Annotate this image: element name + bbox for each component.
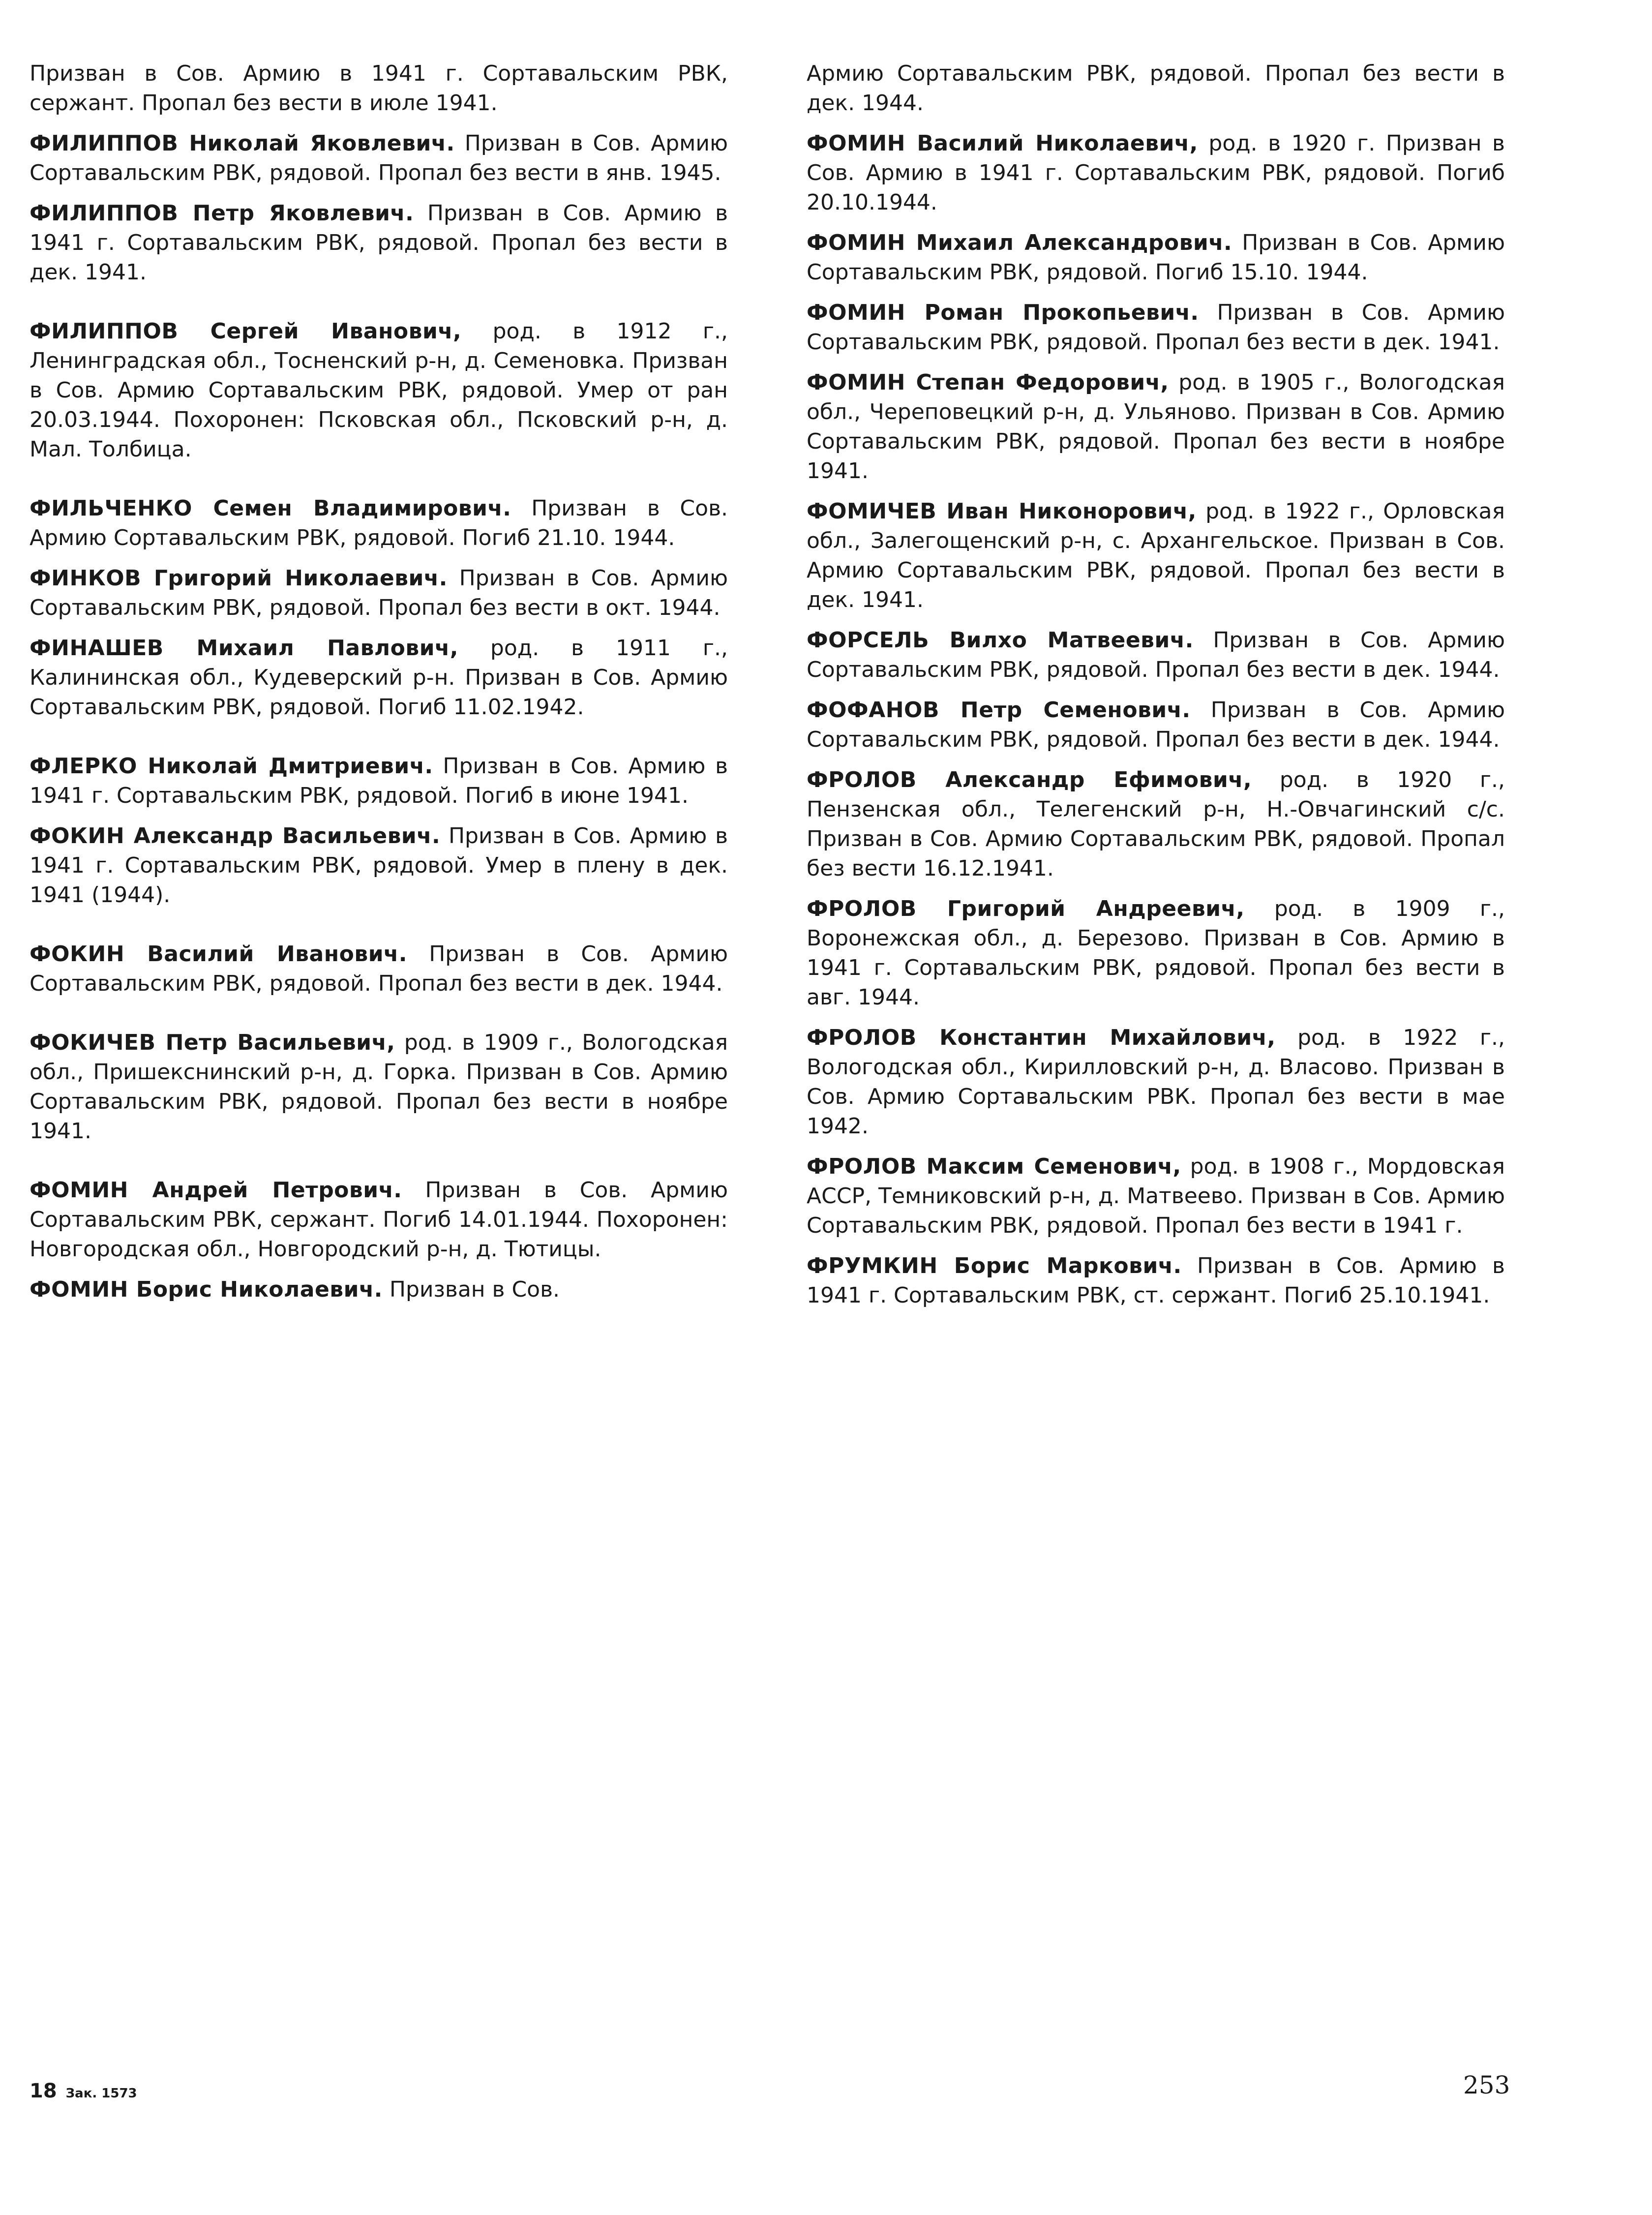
entry-name: ФРУМКИН Борис Маркович.: [807, 1253, 1182, 1278]
entry-name: ФОРСЕЛЬ Вилхо Матвеевич.: [807, 628, 1194, 653]
entry: [30, 821, 728, 910]
entry-text: Призван в Сов. Армию Сортавальским РВК, рядовой. Пропал без вести в дек. 1944.: [807, 698, 1505, 752]
entry-name: ФИЛИППОВ Николай Яковлевич.: [30, 131, 455, 156]
entry: [30, 1275, 728, 1305]
entry-text: род. в 1905 г., Вологодская обл., Череповецкий р-н, д. Ульяново. Призван в Сов. Армию Сортавальским РВК, рядовой. Пропал без вести в ноябре 1941.: [807, 370, 1505, 484]
entry: [30, 494, 728, 553]
entry-name: ФИНАШЕВ Михаил Павлович,: [30, 636, 458, 661]
entry: [807, 298, 1505, 357]
entry: [807, 626, 1505, 685]
entry: [807, 1152, 1505, 1241]
signature-number: 18: [30, 2080, 57, 2102]
entry-name: ФОМИН Роман Прокопьевич.: [807, 300, 1199, 325]
entry-name: ФОКИН Александр Васильевич.: [30, 823, 441, 849]
entry: [30, 1028, 728, 1146]
left-column: [30, 59, 728, 1315]
entry-text: Призван в Сов. Армию Сортавальским РВК, сержант. Погиб 14.01.1944. Похоронен: Новгородская обл., Новгородский р-н, д. Тютицы.: [30, 1178, 728, 1262]
entry-text: Призван в Сов. Армию в 1941 г. Сортавальским РВК, ст. сержант. Погиб 25.10.1941.: [807, 1253, 1505, 1308]
entry: [30, 752, 728, 811]
entry-name: ФРОЛОВ Максим Семенович,: [807, 1154, 1181, 1179]
entry: [807, 368, 1505, 486]
entry-text: род. в 1909 г., Вологодская обл., Пришекснинский р-н, д. Горка. Призван в Сов. Армию Сортавальским РВК, рядовой. Пропал без вести в ноябре 1941.: [30, 1030, 728, 1144]
entry-text: род. в 1911 г., Калининская обл., Кудеверский р-н. Призван в Сов. Армию Сортавальским РВК, рядовой. Погиб 11.02.1942.: [30, 636, 728, 720]
entry-text: Призван в Сов.: [382, 1277, 560, 1302]
entry-name: ФИНКОВ Григорий Николаевич.: [30, 566, 448, 591]
entry: [30, 940, 728, 999]
entry-name: ФОМИН Степан Федорович,: [807, 370, 1169, 395]
entry-text: род. в 1912 г., Ленинградская обл., Тосненский р-н, д. Семеновка. Призван в Сов. Армию Сортавальским РВК, рядовой. Умер от ран 20.03.1944. Похоронен: Псковская обл., Псковский р-н, д. Мал. Толбица.: [30, 319, 728, 462]
entry-name: ФОКИН Василий Иванович.: [30, 941, 407, 967]
entry-text: Призван в Сов. Армию Сортавальским РВК, рядовой. Пропал без вести в янв. 1945.: [30, 131, 728, 185]
entry: [30, 634, 728, 722]
entry: [30, 1176, 728, 1264]
entry-text: Армию Сортавальским РВК, рядовой. Пропал без вести в дек. 1944.: [807, 61, 1505, 116]
entry-text: Призван в Сов. Армию в 1941 г. Сортавальским РВК, рядовой. Пропал без вести в дек. 1941.: [30, 201, 728, 285]
entry: [30, 59, 728, 118]
entry: [807, 1023, 1505, 1141]
entry-name: ФОМИН Борис Николаевич.: [30, 1277, 383, 1302]
entry-name: ФРОЛОВ Александр Ефимович,: [807, 767, 1252, 792]
entry-name: ФОМИН Михаил Александрович.: [807, 230, 1232, 255]
entry-name: ФОМИН Андрей Петрович.: [30, 1178, 402, 1203]
entry: [30, 317, 728, 464]
entry-text: Призван в Сов. Армию Сортавальским РВК, рядовой. Погиб 15.10. 1944.: [807, 230, 1505, 285]
entry: [807, 59, 1505, 118]
entry-text: Призван в Сов. Армию Сортавальским РВК, рядовой. Погиб 21.10. 1944.: [30, 496, 728, 550]
order-label: Зак. 1573: [65, 2086, 137, 2101]
entry-name: ФОКИЧЕВ Петр Васильевич,: [30, 1030, 395, 1055]
entry-text: Призван в Сов. Армию в 1941 г. Сортавальским РВК, сержант. Пропал без вести в июле 1941.: [30, 61, 728, 116]
entry-text: род. в 1920 г., Пензенская обл., Телегенский р-н, Н.-Овчагинский с/с. Призван в Сов. Армию Сортавальским РВК, рядовой. Пропал без вести 16.12.1941.: [807, 767, 1505, 881]
page-number: 253: [1463, 2071, 1510, 2099]
entry: [30, 199, 728, 287]
entry-text: род. в 1920 г. Призван в Сов. Армию в 1941 г. Сортавальским РВК, рядовой. Погиб 20.10.1944.: [807, 131, 1505, 215]
entry-name: ФИЛЬЧЕНКО Семен Владимирович.: [30, 496, 511, 521]
entry-name: ФИЛИППОВ Петр Яковлевич.: [30, 201, 414, 226]
entry: [807, 894, 1505, 1012]
entry-name: ФИЛИППОВ Сергей Иванович,: [30, 319, 462, 344]
signature-mark: [30, 2080, 137, 2102]
entry: [807, 497, 1505, 615]
entry-name: ФОФАНОВ Петр Семенович.: [807, 698, 1191, 723]
entry: [807, 228, 1505, 287]
entry-text: Призван в Сов. Армию Сортавальским РВК, рядовой. Пропал без вести в окт. 1944.: [30, 566, 728, 620]
entry: [807, 696, 1505, 755]
entry: [807, 1251, 1505, 1310]
entry-name: ФОМИЧЕВ Иван Никонорович,: [807, 499, 1197, 524]
entry-text: род. в 1908 г., Мордовская АССР, Темниковский р-н, д. Матвеево. Призван в Сов. Армию Сортавальским РВК, рядовой. Пропал без вести в 1941 г.: [807, 1154, 1505, 1238]
entry: [30, 564, 728, 623]
entry: [807, 765, 1505, 883]
entry-name: ФРОЛОВ Григорий Андреевич,: [807, 896, 1245, 921]
entry-text: род. в 1922 г., Орловская обл., Залегощенский р-н, с. Архангельское. Призван в Сов. Армию Сортавальским РВК, рядовой. Пропал без вести в дек. 1941.: [807, 499, 1505, 612]
entry-name: ФОМИН Василий Николаевич,: [807, 131, 1198, 156]
entry-text: род. в 1909 г., Воронежская обл., д. Березово. Призван в Сов. Армию в 1941 г. Сортавальским РВК, рядовой. Пропал без вести в авг. 1944.: [807, 896, 1505, 1010]
entry-name: ФЛЕРКО Николай Дмитриевич.: [30, 754, 433, 779]
entry: [30, 129, 728, 188]
right-column: [807, 59, 1505, 1321]
entry-text: Призван в Сов. Армию Сортавальским РВК, рядовой. Пропал без вести в дек. 1944.: [807, 628, 1505, 682]
entry-name: ФРОЛОВ Константин Михайлович,: [807, 1025, 1276, 1050]
entry-text: Призван в Сов. Армию в 1941 г. Сортавальским РВК, рядовой. Умер в плену в дек. 1941 (1944).: [30, 823, 728, 908]
entry-text: Призван в Сов. Армию Сортавальским РВК, рядовой. Пропал без вести в дек. 1944.: [30, 941, 728, 996]
entry-text: род. в 1922 г., Вологодская обл., Кирилловский р-н, д. Власово. Призван в Сов. Армию Сортавальским РВК. Пропал без вести в мае 1942.: [807, 1025, 1505, 1139]
entry-text: Призван в Сов. Армию в 1941 г. Сортавальским РВК, рядовой. Погиб в июне 1941.: [30, 754, 728, 808]
entry-text: Призван в Сов. Армию Сортавальским РВК, рядовой. Пропал без вести в дек. 1941.: [807, 300, 1505, 355]
entry: [807, 129, 1505, 217]
